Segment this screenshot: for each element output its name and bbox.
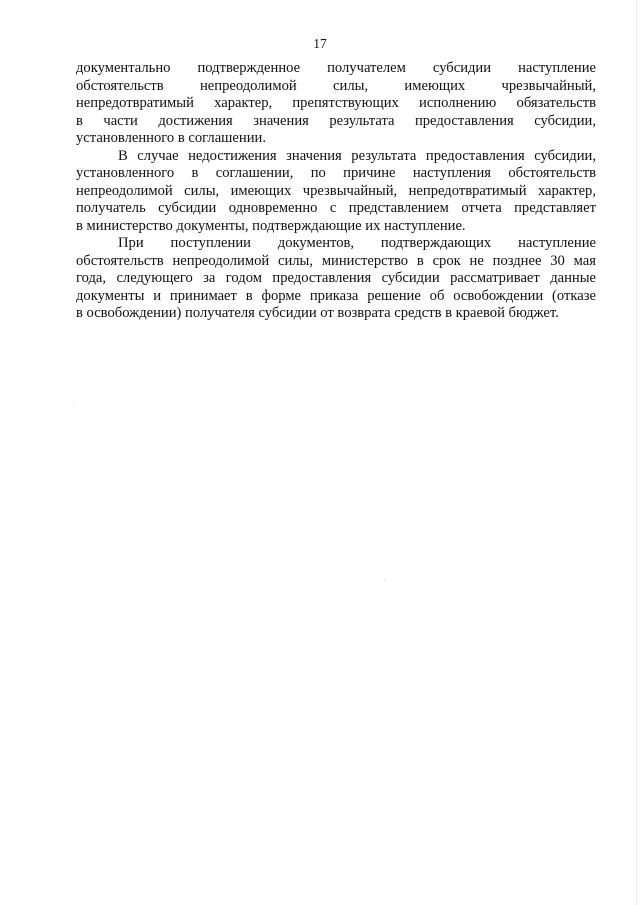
text-line: непредотвратимый характер, препятствующих исполнению обязательств — [76, 95, 596, 111]
scan-speck — [384, 580, 385, 581]
text-line: получатель субсидии одновременно с представлением отчета представляет — [76, 200, 596, 216]
text-line: непреодолимой силы, имеющих чрезвычайный, непредотвратимый характер, — [76, 182, 596, 199]
paragraph — [76, 235, 596, 323]
text-line: документы и принимает в форме приказа решение об освобождении (отказе — [76, 287, 596, 304]
text-line: установленного в соглашении, по причине наступления обстоятельств — [76, 165, 596, 181]
text-line: в части достижения значения результата предоставления субсидии, — [76, 112, 596, 129]
text-line: обстоятельств непреодолимой силы, имеющих чрезвычайный, — [76, 77, 596, 94]
text-line: обстоятельств непреодолимой силы, министерство в срок не позднее 30 мая — [76, 252, 596, 269]
text-line: установленного в соглашении. — [76, 130, 266, 146]
text-line: В случае недостижения значения результата предоставления субсидии, — [118, 147, 596, 164]
paragraph — [76, 148, 596, 236]
text-line: документально подтвержденное получателем субсидии наступление — [76, 60, 596, 76]
page-number: 17 — [313, 36, 327, 51]
paragraph — [76, 60, 596, 148]
text-line: года, следующего за годом предоставления субсидии рассматривает данные — [76, 270, 596, 286]
scan-speck — [73, 405, 74, 406]
scan-edge — [636, 0, 637, 905]
text-line: в министерство документы, подтверждающие их наступление. — [76, 217, 466, 234]
document-body — [76, 60, 596, 323]
text-line: При поступлении документов, подтверждающих наступление — [118, 235, 596, 251]
text-line: в освобождении) получателя субсидии от возврата средств в краевой бюджет. — [76, 305, 559, 321]
